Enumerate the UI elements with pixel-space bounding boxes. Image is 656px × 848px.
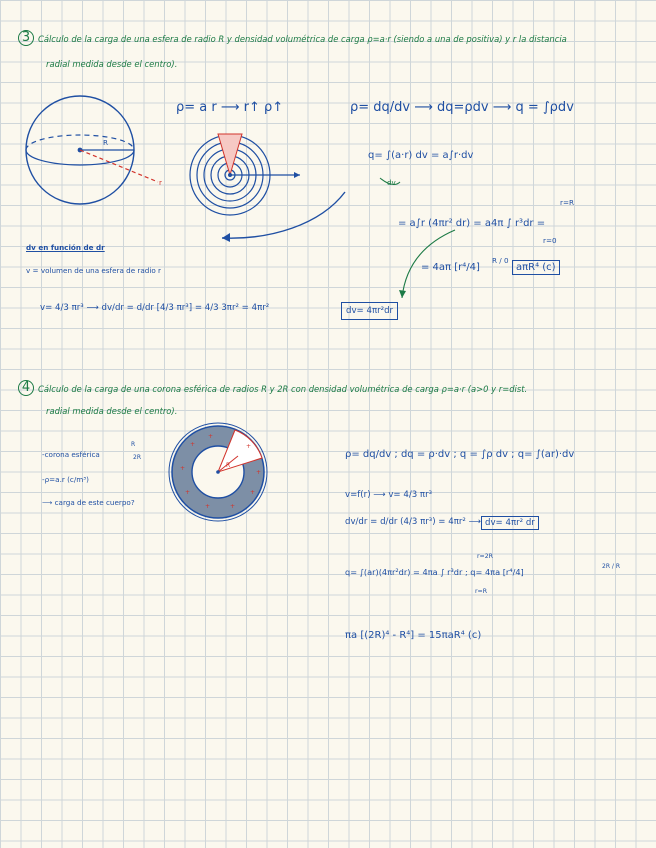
section-4-title-line2: radial medida desde el centro). <box>46 406 178 416</box>
notes-line-3: ⟶ carga de este cuerpo? <box>42 498 135 507</box>
shell-limit-bottom: r=R <box>475 588 488 595</box>
svg-text:+: + <box>180 465 186 472</box>
svg-text:+: + <box>208 433 214 440</box>
section-3-title-line1: Cálculo de la carga de una esfera de radio R y densidad volumétrica de carga ρ=a·r (siendo a una de positiva) y r la distancia <box>38 34 567 44</box>
shell-eq-1: ρ= dq/dv ; dq = ρ·dv ; q = ∫ρ dv ; q= ∫(ar)·dv <box>345 449 575 460</box>
sphere-radius-label: R <box>103 138 108 147</box>
rho-relation: ρ= a r ⟶ r↑ ρ↑ <box>176 100 284 115</box>
dv-box: dv= 4πr²dr <box>341 302 398 320</box>
sphere-r-label: r <box>159 178 162 187</box>
limit-top: r=R <box>560 198 574 207</box>
integral-step-3: = 4aπ [r⁴/4] <box>421 262 480 273</box>
integral-step-2: = a∫r (4πr² dr) = a4π ∫ r³dr = <box>398 218 546 229</box>
svg-text:+: + <box>230 503 236 510</box>
svg-text:+: + <box>256 469 262 476</box>
limit-bottom: r=0 <box>543 236 557 245</box>
dv-heading: dv en función de dr <box>26 243 105 252</box>
notes-line-1: -corona esférica <box>42 450 100 459</box>
volume-definition: v = volumen de una esfera de radio r <box>26 266 161 275</box>
shell-result: πa [(2R)⁴ - R⁴] = 15πaR⁴ (c) <box>345 630 482 641</box>
section-number-3: 3 <box>18 30 34 46</box>
shell-radius-label: R <box>226 462 231 469</box>
shell-eq-4-limits: 2R / R <box>602 563 620 570</box>
section-4-title-line1: Cálculo de la carga de una corona esférica de radios R y 2R con densidad volumétrica de carga ρ=a·r (a>0 y r=dist. <box>38 384 528 394</box>
section-3-result: aπR⁴ (c) <box>512 260 560 275</box>
shell-dv-box: dv= 4πr² dr <box>481 516 539 530</box>
section-3-title-line2: radial medida desde el centro). <box>46 59 178 69</box>
notes-R: R <box>131 441 136 448</box>
q-integral: q= ∫(a·r) dv = a∫r·dv <box>368 150 474 161</box>
section-number-4: 4 <box>18 380 34 396</box>
shell-eq-3: dv/dr = d/dr (4/3 πr³) = 4πr² ⟶ <box>345 517 481 527</box>
svg-text:+: + <box>185 489 191 496</box>
integral-step-3-limits: R / 0 <box>492 256 509 265</box>
rho-definition: ρ= dq/dv ⟶ dq=ρdv ⟶ q = ∫ρdv <box>350 100 574 115</box>
svg-text:+: + <box>205 503 211 510</box>
svg-text:+: + <box>250 489 256 496</box>
volume-derivative: v= 4/3 πr³ ⟶ dv/dr = d/dr [4/3 πr³] = 4/3 3πr² = 4πr² <box>40 303 270 313</box>
shell-eq-2: v=f(r) ⟶ v= 4/3 πr³ <box>345 490 433 500</box>
shell-eq-4: q= ∫(ar)(4πr²dr) = 4πa ∫ r³dr ; q= 4πa [r⁴/4] <box>345 567 524 577</box>
shell-limit-top: r=2R <box>477 553 493 560</box>
notes-line-2: -ρ=a.r (c/m³) <box>42 475 89 484</box>
notes-2R: 2R <box>133 454 141 461</box>
svg-text:+: + <box>246 443 252 450</box>
svg-text:+: + <box>190 441 196 448</box>
dv-note: dv <box>387 178 396 187</box>
